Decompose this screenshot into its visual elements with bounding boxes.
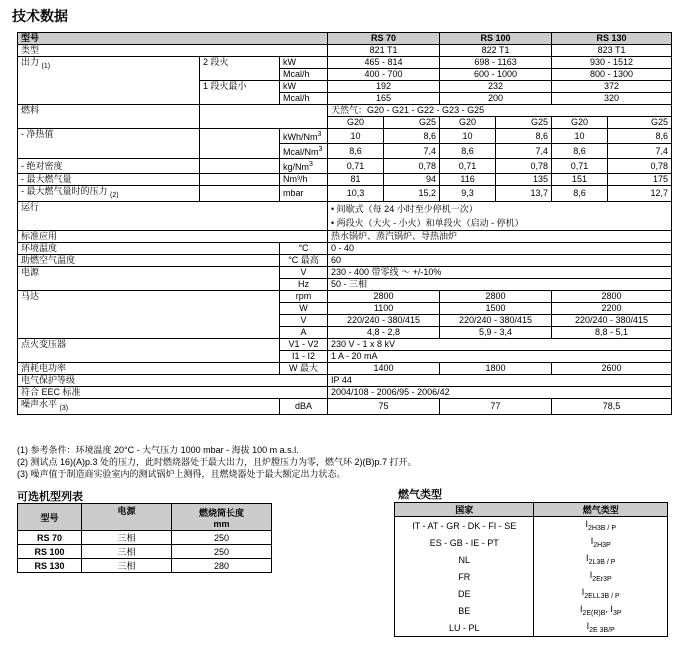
gas-columns-row: G20 G25 G20 G25 G20 G25 [18,117,672,129]
spec-table: 型号 RS 70 RS 100 RS 130 类型 821 T1 822 T1 823 T1 出力 $_{(1)}$ 2 段火 kW 465 - 814 698 - 1163 930 - 1512 Mcal/h 400 - 700 600 - 1000 800 - 1300 1 段火最小 kW 192 232 372 Mcal/h 165 200 320 燃料 天然气：G20 - G21 - G22 - G23 - G25 G20 G25 G20 G25 G20 G25 - 净热值 kWh/Nm$^3$ 10 8,6 10 8,6 10 8,6 Mcal/Nm$^3$ 8,6 7,4 8,6 7,4 8,6 7,4 - 绝对密度 kg/Nm$^3$ 0,71 0,78 0,71 0,78 0,71 0,78 - 最大燃气量 Nm³/h 81 94 116 135 151 175 - 最大燃气量时的压力 $_{(2)}$ mbar 10,3 15,2 9,3 13,7 8,6 12,7 运行 • 间歇式（每 24 小时至少停机一次） • 两段火（大火 - 小火）和单段火（启动 - 停机） 标准应用 热水锅炉、蒸汽锅炉、导热油炉 环境温度 °C 0 - 40 助燃空气温度 °C 最高 60 电源 V 230 - 400 带零线 ～ +/-10% Hz 50 - 三相 马达 rpm 2800 2800 2800 W 1100 1500 2200 V 220/240 - 380/415 220/240 - 380/415 220/240 - 380/415 A 4,8 - 2,8 5,9 - 3,4 8,8 - 5,1 点火变压器 V1 - V2 230 V - 1 x 8 kV I1 - I2 1 A - 20 mA 消耗电功率 W 最大 1400 1800 2600 电气保护等级 IP 44 符合 EEC 标准 2004/108 - 2006/95 - 2006/42 噪声水平 $_{(3)}$ dBA 75 77 78,5 [17,32,672,415]
gas-types-title: 燃气类型 [398,489,442,501]
output-label: 出力 [21,57,40,67]
optional-models-title: 可选机型列表 [17,491,83,503]
table-row: RS 100 三相 250 [18,545,272,559]
eec-row: 符合 EEC 标准 2004/108 - 2006/95 - 2006/42 [18,386,672,398]
table-row: RS 70 三相 250 [18,531,272,545]
power-supply-row: 电源 V 230 - 400 带零线 ～ +/-10% [18,266,672,278]
header-row [18,33,672,45]
table-row: ES - GB - IE - PT $I_{2H3P}$ [395,534,668,551]
power-consumption-row: 消耗电功率 W 最大 1400 1800 2600 [18,362,672,374]
footnote: (1) 参考条件：环境温度 20°C - 大气压力 1000 mbar - 海拔 100 m a.s.l. [17,445,299,455]
table-row: RS 130 三相 280 [18,559,272,573]
footnotes [17,444,417,480]
header-model: 型号 [18,33,328,45]
ambient-row: 环境温度 °C 0 - 40 [18,242,672,254]
optional-models-table [17,503,272,573]
fuel-row: 燃料 天然气：G20 - G21 - G22 - G23 - G25 [18,105,672,117]
application-row: 标准应用 热水锅炉、蒸汽锅炉、导热油炉 [18,230,672,242]
ignition-row: 点火变压器 V1 - V2 230 V - 1 x 8 kV [18,338,672,350]
output-row: 出力 $_{(1)}$ 2 段火 kW 465 - 814 698 - 1163 930 - 1512 [18,57,672,69]
operation-row: 运行 • 间歇式（每 24 小时至少停机一次） • 两段火（大火 - 小火）和单段火（启动 - 停机） [18,201,672,230]
table-row: IT - AT - GR - DK - FI - SE $I_{2H3B / P}$ [395,517,668,535]
table-row: DE $I_{2ELL3B / P}$ [395,585,668,602]
page-title: 技术数据 [12,8,68,24]
header-rs130: RS 130 [552,33,672,45]
header-rs100: RS 100 [440,33,552,45]
footnote: (2) 测试点 16)(A)p.3 处的压力，此时燃烧器处于最大出力，且炉膛压力为零，燃气环 2)(B)p.7 打开。 [17,457,417,467]
stage2-label: 2 段火 [200,57,280,81]
protection-row: 电气保护等级 IP 44 [18,374,672,386]
output-note: (1) [41,62,51,70]
noise-row: 噪声水平 $_{(3)}$ dBA 75 77 78,5 [18,398,672,414]
max-gas-row: - 最大燃气量 Nm³/h 81 94 116 135 151 175 [18,174,672,186]
table-row: LU - PL $I_{2E 3B/P}$ [395,619,668,637]
pressure-row: - 最大燃气量时的压力 $_{(2)}$ mbar 10,3 15,2 9,3 13,7 8,6 12,7 [18,186,672,202]
header-row: 国家 燃气类型 [395,503,668,517]
header-row: 型号 电源 燃烧筒长度 mm [18,504,272,531]
type-row: 类型 821 T1 822 T1 823 T1 [18,45,672,57]
comb-air-row: 助燃空气温度 °C 最高 60 [18,254,672,266]
table-row: FR $I_{2Er3P}$ [395,568,668,585]
table-row: BE $I_{2E(R)B}$, $I_{3P}$ [395,602,668,619]
net-cal-row: - 净热值 kWh/Nm$^3$ 10 8,6 10 8,6 10 8,6 [18,129,672,144]
density-row: - 绝对密度 kg/Nm$^3$ 0,71 0,78 0,71 0,78 0,71 0,78 [18,159,672,174]
stage1-label: 1 段火最小 [200,81,280,105]
table-row: NL $I_{2L3B / P}$ [395,551,668,568]
header-rs70: RS 70 [328,33,440,45]
footnote: (3) 噪声值于制造商实验室内的测试锅炉上测得，且燃烧器处于最大额定出力状态。 [17,469,346,479]
motor-row: 马达 rpm 2800 2800 2800 [18,290,672,302]
gas-types-table [394,502,668,637]
